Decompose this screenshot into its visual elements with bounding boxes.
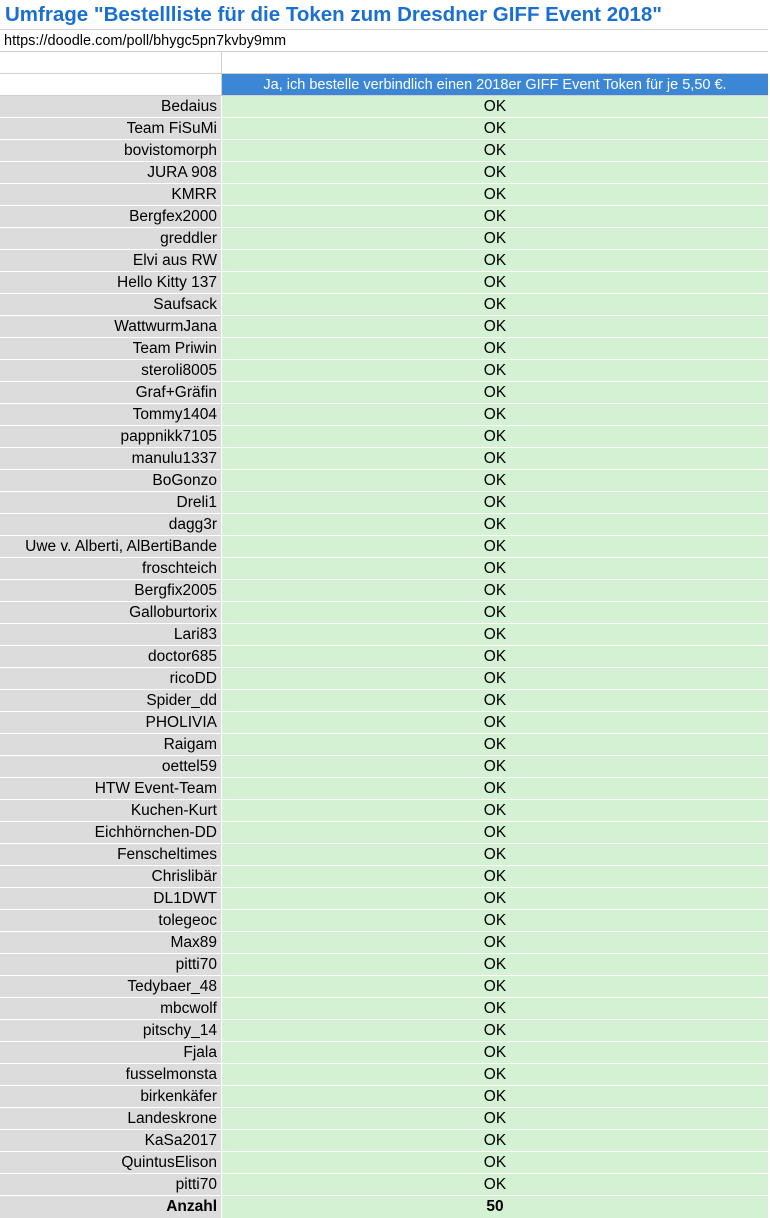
- order-status[interactable]: OK: [222, 1086, 768, 1107]
- total-row[interactable]: [0, 1196, 770, 1218]
- order-status[interactable]: OK: [222, 822, 768, 843]
- order-status[interactable]: OK: [222, 866, 768, 887]
- table-row[interactable]: [0, 910, 770, 932]
- order-status[interactable]: OK: [222, 140, 768, 161]
- table-row[interactable]: [0, 1174, 770, 1196]
- participant-name[interactable]: QuintusElison: [0, 1152, 222, 1173]
- table-row[interactable]: [0, 558, 770, 580]
- table-row[interactable]: [0, 1152, 770, 1174]
- table-row[interactable]: [0, 976, 770, 998]
- column-header[interactable]: Ja, ich bestelle verbindlich einen 2018er GIFF Event Token für je 5,50 €.: [222, 74, 768, 95]
- participant-name[interactable]: KaSa2017: [0, 1130, 222, 1151]
- order-status[interactable]: OK: [222, 206, 768, 227]
- order-status[interactable]: OK: [222, 404, 768, 425]
- participant-name[interactable]: pitschy_14: [0, 1020, 222, 1041]
- table-row[interactable]: [0, 624, 770, 646]
- order-status[interactable]: OK: [222, 624, 768, 645]
- title-row[interactable]: [0, 0, 770, 30]
- participant-name[interactable]: Saufsack: [0, 294, 222, 315]
- participant-name[interactable]: Team Priwin: [0, 338, 222, 359]
- participant-name[interactable]: Chrislibär: [0, 866, 222, 887]
- participant-name[interactable]: froschteich: [0, 558, 222, 579]
- table-row[interactable]: [0, 734, 770, 756]
- participant-name[interactable]: Raigam: [0, 734, 222, 755]
- participant-name[interactable]: Landeskrone: [0, 1108, 222, 1129]
- order-status[interactable]: OK: [222, 426, 768, 447]
- empty-row[interactable]: [0, 52, 770, 74]
- participant-name[interactable]: HTW Event-Team: [0, 778, 222, 799]
- table-row[interactable]: [0, 294, 770, 316]
- table-row[interactable]: [0, 602, 770, 624]
- order-status[interactable]: OK: [222, 646, 768, 667]
- participant-name[interactable]: manulu1337: [0, 448, 222, 469]
- order-status[interactable]: OK: [222, 514, 768, 535]
- order-status[interactable]: OK: [222, 1064, 768, 1085]
- table-row[interactable]: [0, 206, 770, 228]
- order-status[interactable]: OK: [222, 360, 768, 381]
- table-row[interactable]: [0, 96, 770, 118]
- order-status[interactable]: OK: [222, 734, 768, 755]
- participant-name[interactable]: Max89: [0, 932, 222, 953]
- participant-name[interactable]: Spider_dd: [0, 690, 222, 711]
- participant-name[interactable]: fusselmonsta: [0, 1064, 222, 1085]
- order-status[interactable]: OK: [222, 1108, 768, 1129]
- table-row[interactable]: [0, 162, 770, 184]
- order-status[interactable]: OK: [222, 910, 768, 931]
- table-row[interactable]: [0, 888, 770, 910]
- order-status[interactable]: OK: [222, 668, 768, 689]
- participant-name[interactable]: BoGonzo: [0, 470, 222, 491]
- poll-url[interactable]: https://doodle.com/poll/bhygc5pn7kvby9mm: [4, 32, 287, 49]
- table-row[interactable]: [0, 1086, 770, 1108]
- column-header-row[interactable]: [0, 74, 770, 96]
- participant-name[interactable]: doctor685: [0, 646, 222, 667]
- order-status[interactable]: OK: [222, 800, 768, 821]
- order-status[interactable]: OK: [222, 932, 768, 953]
- table-row[interactable]: [0, 844, 770, 866]
- order-status[interactable]: OK: [222, 492, 768, 513]
- order-status[interactable]: OK: [222, 1130, 768, 1151]
- order-status[interactable]: OK: [222, 338, 768, 359]
- table-row[interactable]: [0, 140, 770, 162]
- order-status[interactable]: OK: [222, 162, 768, 183]
- order-status[interactable]: OK: [222, 756, 768, 777]
- order-status[interactable]: OK: [222, 250, 768, 271]
- order-status[interactable]: OK: [222, 558, 768, 579]
- participant-name[interactable]: Team FiSuMi: [0, 118, 222, 139]
- participant-name[interactable]: tolegeoc: [0, 910, 222, 931]
- order-status[interactable]: OK: [222, 316, 768, 337]
- table-row[interactable]: [0, 1042, 770, 1064]
- participant-name[interactable]: Kuchen-Kurt: [0, 800, 222, 821]
- table-row[interactable]: [0, 492, 770, 514]
- table-row[interactable]: [0, 580, 770, 602]
- participant-name[interactable]: Galloburtorix: [0, 602, 222, 623]
- participant-name[interactable]: mbcwolf: [0, 998, 222, 1019]
- participant-name[interactable]: Uwe v. Alberti, AlBertiBande: [0, 536, 222, 557]
- order-status[interactable]: OK: [222, 778, 768, 799]
- participant-name[interactable]: Bedaius: [0, 96, 222, 117]
- participant-name[interactable]: Graf+Gräfin: [0, 382, 222, 403]
- table-row[interactable]: [0, 998, 770, 1020]
- order-status[interactable]: OK: [222, 1042, 768, 1063]
- participant-name[interactable]: PHOLIVIA: [0, 712, 222, 733]
- order-status[interactable]: OK: [222, 1152, 768, 1173]
- order-status[interactable]: OK: [222, 184, 768, 205]
- total-label[interactable]: Anzahl: [0, 1196, 222, 1218]
- order-status[interactable]: OK: [222, 888, 768, 909]
- table-row[interactable]: [0, 272, 770, 294]
- participant-name[interactable]: WattwurmJana: [0, 316, 222, 337]
- table-row[interactable]: [0, 866, 770, 888]
- table-row[interactable]: [0, 470, 770, 492]
- participant-name[interactable]: bovistomorph: [0, 140, 222, 161]
- table-row[interactable]: [0, 668, 770, 690]
- order-status[interactable]: OK: [222, 96, 768, 117]
- table-row[interactable]: [0, 514, 770, 536]
- url-row[interactable]: [0, 30, 770, 52]
- participant-name[interactable]: pitti70: [0, 1174, 222, 1195]
- participant-name[interactable]: pitti70: [0, 954, 222, 975]
- table-row[interactable]: [0, 778, 770, 800]
- participant-name[interactable]: Tedybaer_48: [0, 976, 222, 997]
- participant-name[interactable]: Fjala: [0, 1042, 222, 1063]
- participant-name[interactable]: JURA 908: [0, 162, 222, 183]
- participant-name[interactable]: oettel59: [0, 756, 222, 777]
- table-row[interactable]: [0, 932, 770, 954]
- order-status[interactable]: OK: [222, 954, 768, 975]
- participant-name[interactable]: greddler: [0, 228, 222, 249]
- sheet-title: Umfrage "Bestellliste für die Token zum Dresdner GIFF Event 2018": [5, 2, 663, 26]
- table-row[interactable]: [0, 184, 770, 206]
- order-status[interactable]: OK: [222, 690, 768, 711]
- table-row[interactable]: [0, 382, 770, 404]
- table-row[interactable]: [0, 646, 770, 668]
- order-status[interactable]: OK: [222, 294, 768, 315]
- empty-cell[interactable]: [0, 52, 222, 73]
- table-row[interactable]: [0, 954, 770, 976]
- participant-name[interactable]: Lari83: [0, 624, 222, 645]
- order-status[interactable]: OK: [222, 998, 768, 1019]
- table-row[interactable]: [0, 1064, 770, 1086]
- table-row[interactable]: [0, 822, 770, 844]
- table-row[interactable]: [0, 448, 770, 470]
- participant-name[interactable]: Dreli1: [0, 492, 222, 513]
- order-status[interactable]: OK: [222, 272, 768, 293]
- participant-name[interactable]: Bergfix2005: [0, 580, 222, 601]
- total-value[interactable]: 50: [222, 1196, 768, 1218]
- order-status[interactable]: OK: [222, 118, 768, 139]
- table-row[interactable]: [0, 536, 770, 558]
- table-row[interactable]: [0, 338, 770, 360]
- table-row[interactable]: [0, 756, 770, 778]
- header-empty-cell[interactable]: [0, 74, 222, 95]
- participant-name[interactable]: dagg3r: [0, 514, 222, 535]
- participant-name[interactable]: KMRR: [0, 184, 222, 205]
- participant-rows: [0, 96, 770, 1196]
- table-row[interactable]: [0, 404, 770, 426]
- table-row[interactable]: [0, 118, 770, 140]
- table-row[interactable]: [0, 1020, 770, 1042]
- participant-name[interactable]: Elvi aus RW: [0, 250, 222, 271]
- order-status[interactable]: OK: [222, 580, 768, 601]
- order-status[interactable]: OK: [222, 382, 768, 403]
- order-status[interactable]: OK: [222, 976, 768, 997]
- table-row[interactable]: [0, 690, 770, 712]
- order-status[interactable]: OK: [222, 1020, 768, 1041]
- table-row[interactable]: [0, 800, 770, 822]
- participant-name[interactable]: DL1DWT: [0, 888, 222, 909]
- participant-name[interactable]: Hello Kitty 137: [0, 272, 222, 293]
- table-row[interactable]: [0, 228, 770, 250]
- participant-name[interactable]: Bergfex2000: [0, 206, 222, 227]
- participant-name[interactable]: Tommy1404: [0, 404, 222, 425]
- participant-name[interactable]: Eichhörnchen-DD: [0, 822, 222, 843]
- order-status[interactable]: OK: [222, 448, 768, 469]
- order-status[interactable]: OK: [222, 1174, 768, 1195]
- participant-name[interactable]: birkenkäfer: [0, 1086, 222, 1107]
- participant-name[interactable]: pappnikk7105: [0, 426, 222, 447]
- table-row[interactable]: [0, 360, 770, 382]
- order-status[interactable]: OK: [222, 536, 768, 557]
- table-row[interactable]: [0, 712, 770, 734]
- order-status[interactable]: OK: [222, 470, 768, 491]
- table-row[interactable]: [0, 426, 770, 448]
- participant-name[interactable]: steroli8005: [0, 360, 222, 381]
- table-row[interactable]: [0, 316, 770, 338]
- order-status[interactable]: OK: [222, 844, 768, 865]
- participant-name[interactable]: ricoDD: [0, 668, 222, 689]
- order-status[interactable]: OK: [222, 602, 768, 623]
- table-row[interactable]: [0, 1108, 770, 1130]
- table-row[interactable]: [0, 1130, 770, 1152]
- order-status[interactable]: OK: [222, 228, 768, 249]
- table-row[interactable]: [0, 250, 770, 272]
- participant-name[interactable]: Fenscheltimes: [0, 844, 222, 865]
- order-status[interactable]: OK: [222, 712, 768, 733]
